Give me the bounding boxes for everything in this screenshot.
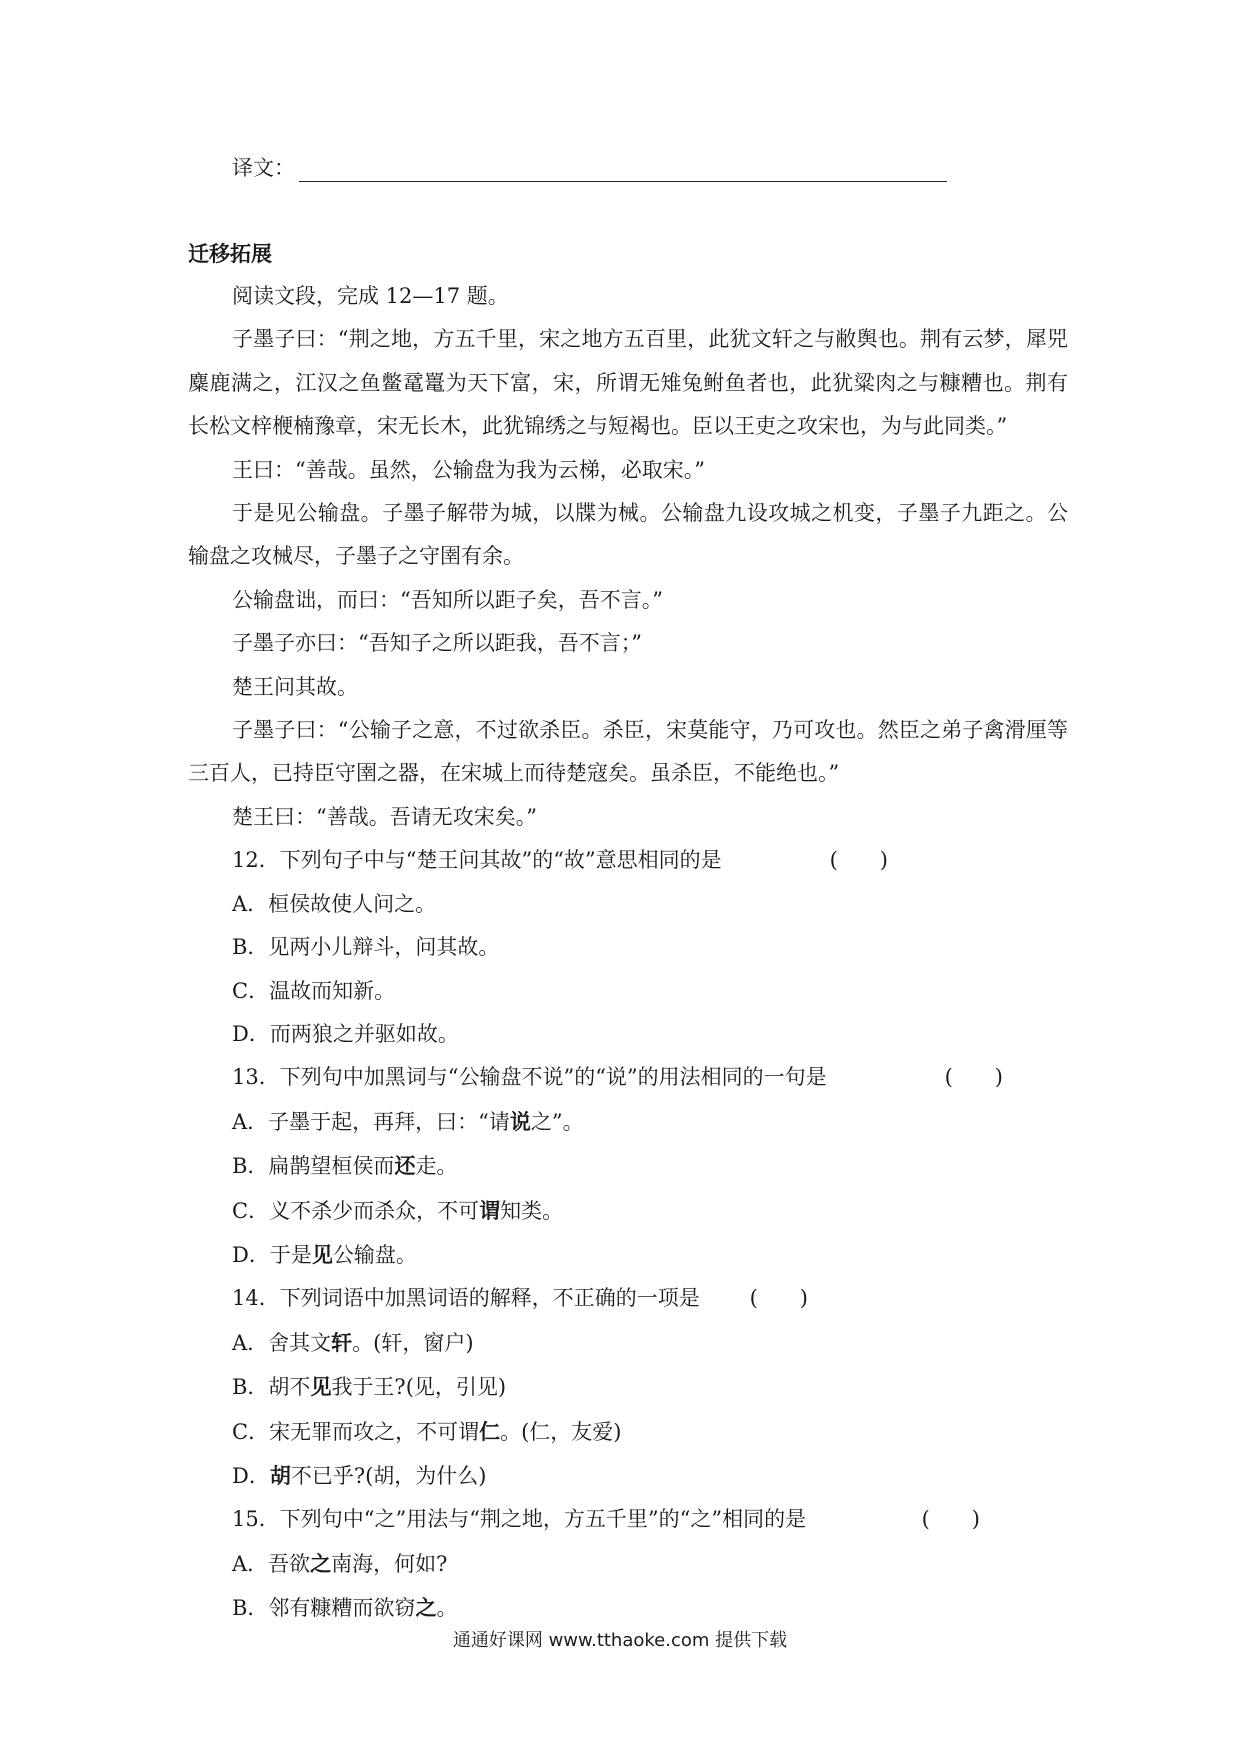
- option-text: 。(仁，友爱): [500, 1419, 622, 1444]
- option-text: 知类。: [500, 1198, 564, 1223]
- passage-paragraph-2: 王曰：“善哉。虽然，公输盘为我为云梯，必取宋。”: [232, 457, 705, 482]
- option-text: A．吾欲: [232, 1551, 311, 1576]
- bold-word: 见: [310, 1374, 332, 1400]
- question-13-stem: [188, 1056, 1003, 1099]
- question-15-text: 15．下列句中“之”用法与“荆之地，方五千里”的“之”相同的是: [232, 1507, 807, 1532]
- bold-word: 说: [509, 1108, 531, 1134]
- question-14-answer-paren[interactable]: ( ): [749, 1286, 808, 1311]
- passage-paragraph-5: 子墨子亦曰：“吾知子之所以距我，吾不言；”: [232, 631, 642, 656]
- option-text: B．扁鹊望桓侯而: [232, 1154, 395, 1179]
- question-13-answer-paren[interactable]: ( ): [944, 1065, 1003, 1090]
- option-text: 走。: [415, 1154, 458, 1179]
- passage-intro: 阅读文段，完成 12—17 题。: [232, 284, 509, 308]
- question-12-answer-paren[interactable]: ( ): [829, 848, 888, 873]
- option-text: D．于是: [232, 1242, 312, 1267]
- question-14-option-c: [188, 1410, 1068, 1454]
- question-13-option-b: [188, 1144, 1068, 1188]
- translation-label: 译文：: [232, 156, 295, 180]
- option-text: C．义不杀少而杀众，不可: [232, 1198, 480, 1223]
- question-12-option-d: D．而两狼之并驱如故。: [232, 1021, 459, 1046]
- option-text: 。(轩，窗户): [352, 1330, 474, 1355]
- section-title: 迁移拓展: [188, 241, 272, 266]
- option-text: D．: [232, 1463, 270, 1488]
- question-15-stem: [188, 1498, 980, 1541]
- option-text: 不已乎?(胡，为什么): [290, 1463, 487, 1488]
- bold-word: 之: [310, 1550, 332, 1576]
- page-footer: 通通好课网 www.tthaoke.com 提供下载: [452, 1630, 788, 1651]
- question-12-text: 12．下列句子中与“楚王问其故”的“故”意思相同的是: [232, 848, 722, 873]
- bold-word: 见: [311, 1241, 333, 1267]
- option-text: C．宋无罪而攻之，不可谓: [232, 1419, 480, 1444]
- question-14-option-b: [188, 1365, 1068, 1409]
- passage-paragraph-3: 于是见公输盘。子墨子解带为城，以牒为械。公输盘九设攻城之机变，子墨子九距之。公输盘之攻械尽，子墨子之守圉有余。: [188, 501, 1068, 569]
- question-15-answer-paren[interactable]: ( ): [921, 1507, 980, 1532]
- bold-word: 胡: [269, 1462, 291, 1488]
- passage-paragraph-8: 楚王曰：“善哉。吾请无攻宋矣。”: [232, 804, 537, 829]
- option-text: 之”。: [530, 1109, 584, 1134]
- option-text: 南海，何如?: [331, 1551, 448, 1576]
- passage-body: [188, 275, 1068, 1631]
- passage-paragraph-6: 楚王问其故。: [232, 674, 358, 699]
- option-text: 公输盘。: [332, 1242, 417, 1267]
- translation-line: [232, 152, 947, 182]
- question-15-option-a: [188, 1542, 1068, 1586]
- question-13-option-c: [188, 1189, 1068, 1233]
- translation-answer-blank[interactable]: [299, 159, 947, 182]
- bold-word: 轩: [331, 1329, 353, 1355]
- option-text: 。: [436, 1596, 458, 1621]
- question-14-option-a: [188, 1321, 1068, 1365]
- question-15-option-b: [188, 1586, 1068, 1630]
- question-12-option-b: B．见两小儿辩斗，问其故。: [232, 935, 500, 960]
- question-13-option-a: [188, 1100, 1068, 1144]
- question-14-stem: [188, 1277, 808, 1320]
- question-14-text: 14．下列词语中加黑词语的解释，不正确的一项是: [232, 1286, 700, 1311]
- passage-paragraph-4: 公输盘诎，而曰：“吾知所以距子矣，吾不言。”: [232, 587, 663, 612]
- passage-paragraph-1: 子墨子曰：“荆之地，方五千里，宋之地方五百里，此犹文轩之与敝舆也。荆有云梦，犀兕麋鹿满之，江汉之鱼鳖鼋鼍为天下富，宋，所谓无雉兔鲋鱼者也，此犹粱肉之与糠糟也。荆有长松文梓楩楠豫章，宋无长木，此犹锦绣之与短褐也。臣以王吏之攻宋也，为与此同类。”: [188, 327, 1068, 439]
- passage-paragraph-7: 子墨子曰：“公输子之意，不过欲杀臣。杀臣，宋莫能守，乃可攻也。然臣之弟子禽滑厘等三百人，已持臣守圉之器，在宋城上而待楚寇矣。虽杀臣，不能绝也。”: [188, 718, 1068, 786]
- bold-word: 仁: [479, 1418, 501, 1444]
- bold-word: 谓: [479, 1197, 501, 1223]
- option-text: A．舍其文: [232, 1330, 332, 1355]
- question-12-option-c: C．温故而知新。: [232, 978, 396, 1003]
- option-text: B．胡不: [232, 1375, 311, 1400]
- question-12-stem: [188, 839, 888, 882]
- option-text: A．子墨于起，再拜，曰：“请: [232, 1109, 510, 1134]
- question-14-option-d: [188, 1454, 1068, 1498]
- question-12-option-a: A．桓侯故使人问之。: [232, 891, 437, 916]
- question-13-text: 13．下列句中加黑词与“公输盘不说”的“说”的用法相同的一句是: [232, 1065, 827, 1090]
- bold-word: 还: [394, 1153, 416, 1179]
- option-text: B．邻有糠糟而欲窃: [232, 1596, 416, 1621]
- option-text: 我于王?(见，引见): [331, 1375, 507, 1400]
- question-13-option-d: [188, 1233, 1068, 1277]
- bold-word: 之: [415, 1595, 437, 1621]
